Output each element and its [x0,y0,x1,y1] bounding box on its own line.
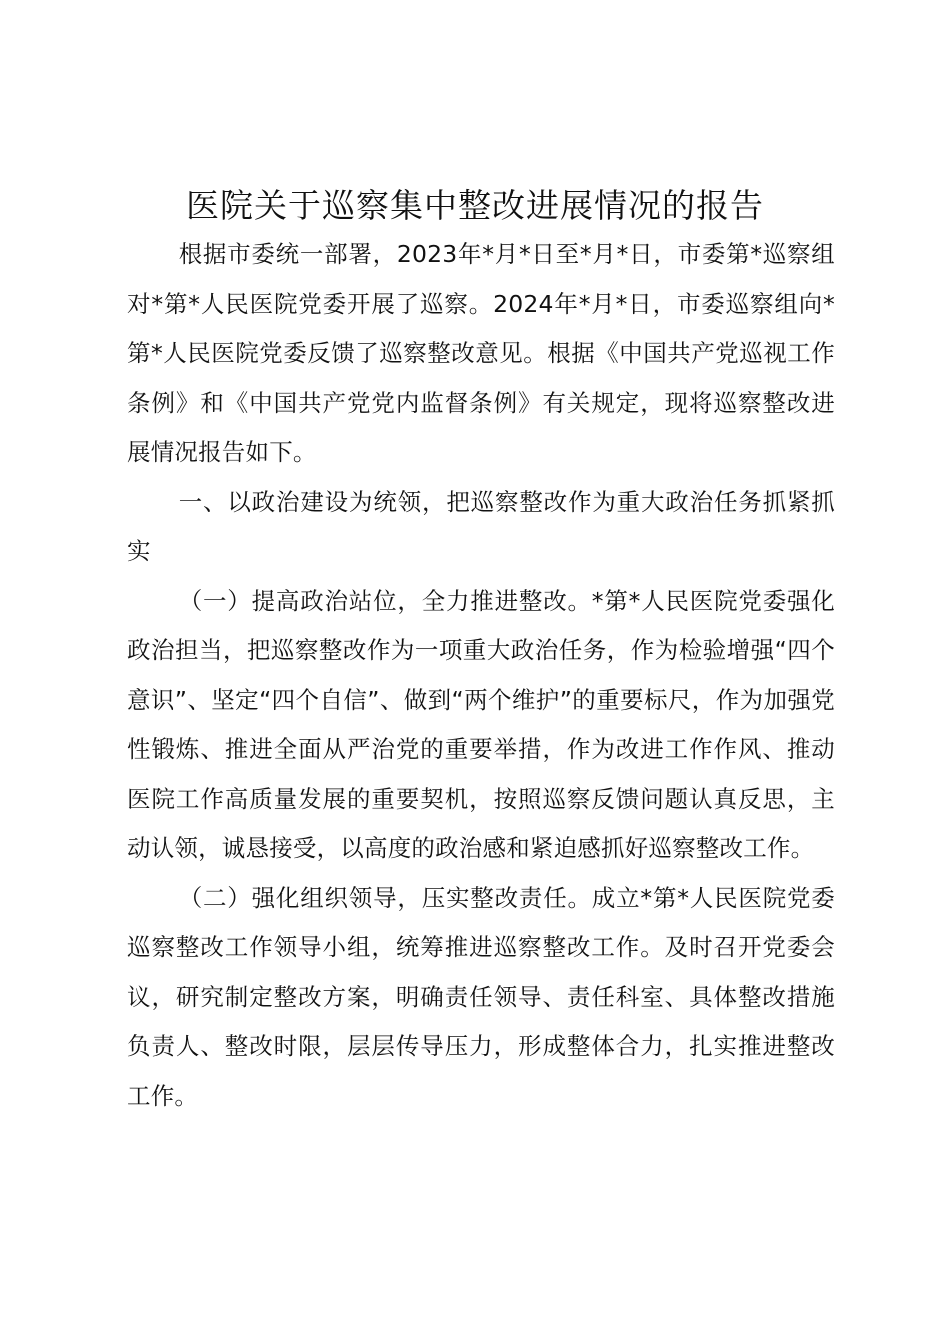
document-body [127,230,835,1121]
subsection-paragraph-2: （二）强化组织领导，压实整改责任。成立*第*人民医院党委巡察整改工作领导小组，统筹推进巡察整改工作。及时召开党委会议，研究制定整改方案，明确责任领导、责任科室、具体整改措施负责人、整改时限，层层传导压力，形成整体合力，扎实推进整改工作。 [127,883,835,1110]
intro-paragraph: 根据市委统一部署，2023年*月*日至*月*日，市委第*巡察组对*第*人民医院党委开展了巡察。2024年*月*日，市委巡察组向*第*人民医院党委反馈了巡察整改意见。根据《中国共产党巡视工作条例》和《中国共产党党内监督条例》有关规定，现将巡察整改进展情况报告如下。 [127,240,835,466]
document-title: 医院关于巡察集中整改进展情况的报告 [186,186,764,225]
section-heading-1: 一、以政治建设为统领，把巡察整改作为重大政治任务抓紧抓实 [127,487,835,565]
subsection-paragraph-1: （一）提高政治站位，全力推进整改。*第*人民医院党委强化政治担当，把巡察整改作为一项重大政治任务，作为检验增强“四个意识”、坚定“四个自信”、做到“两个维护”的重要标尺，作为加强党性锻炼、推进全面从严治党的重要举措，作为改进工作作风、推动医院工作高质量发展的重要契机，按照巡察反馈问题认真反思，主动认领，诚恳接受，以高度的政治感和紧迫感抓好巡察整改工作。 [127,586,835,862]
